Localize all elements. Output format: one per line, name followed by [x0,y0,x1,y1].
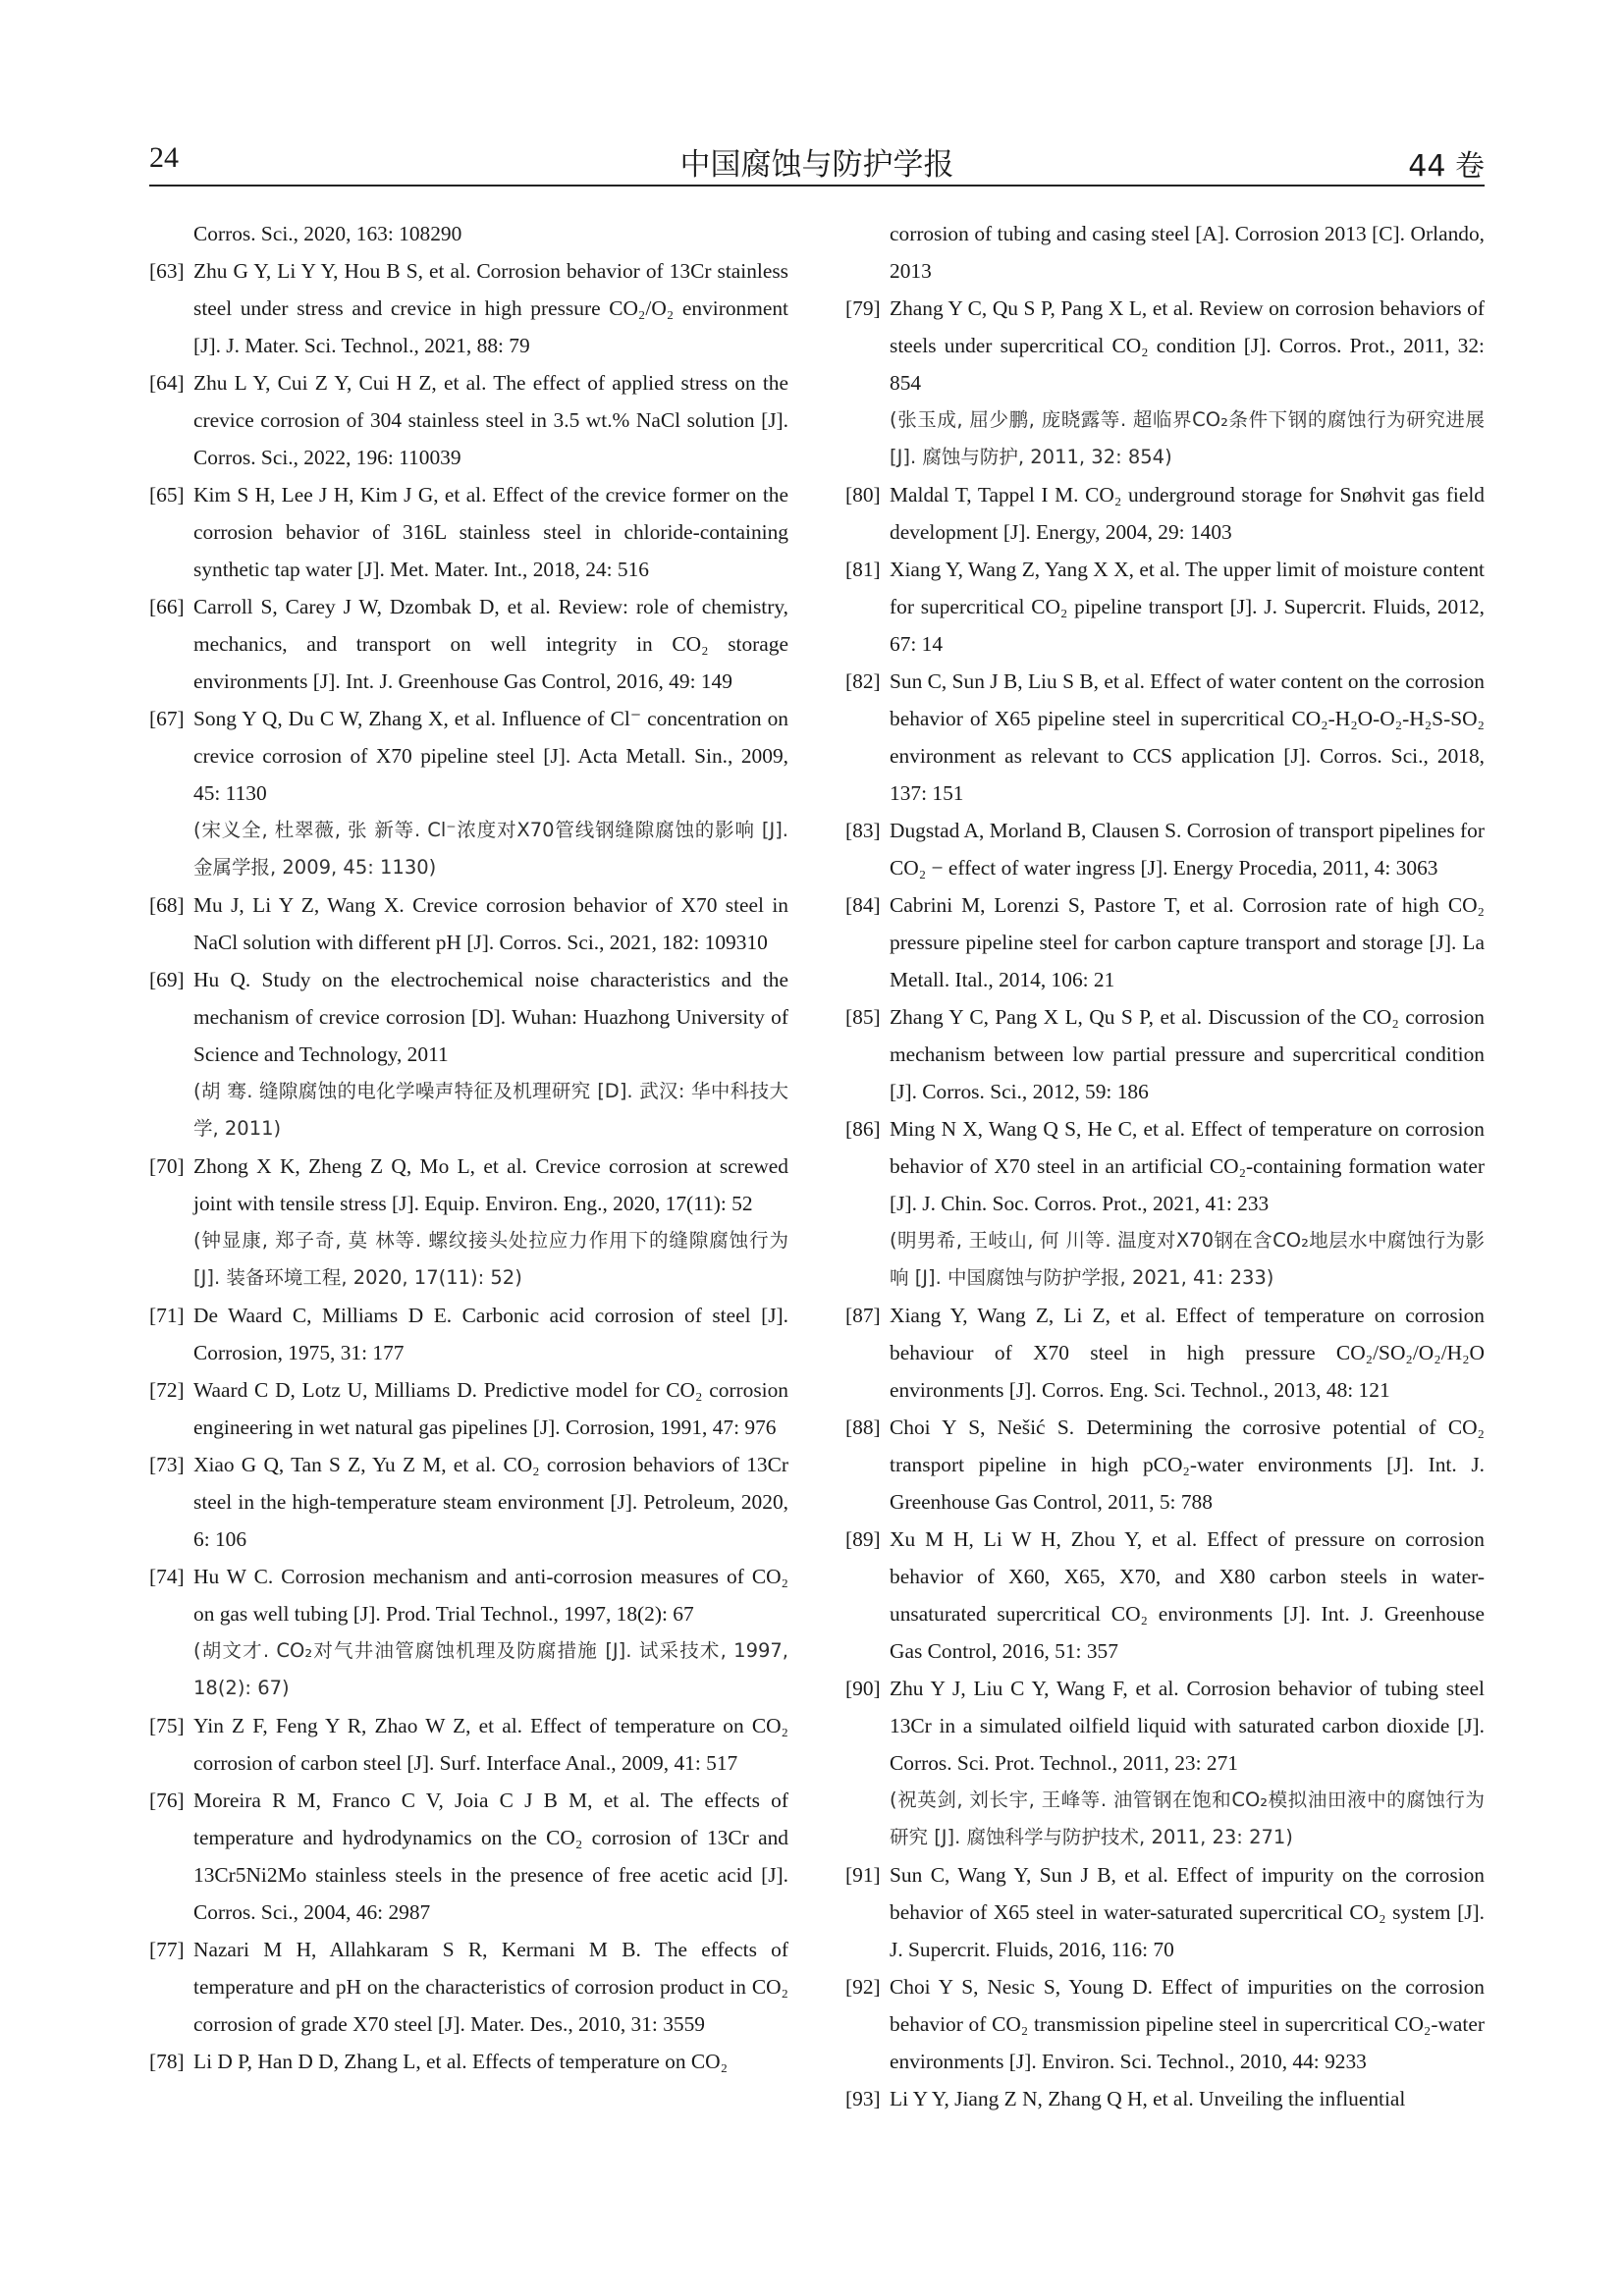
reference-number: [64] [149,371,185,395]
reference-number: [76] [149,1789,185,1812]
reference-number: [74] [149,1565,185,1588]
reference-entry [845,886,1485,998]
reference-text: Song Y Q, Du C W, Zhang X, et al. Influence of Cl⁻ concentration on crevice corrosion of X70 pipeline steel [J]. Acta Metall. Sin., 2009, 45: 1130 [193,707,788,805]
reference-text: Hu Q. Study on the electrochemical noise characteristics and the mechanism of crevice corrosion [D]. Wuhan: Huazhong University of Science and Technology, 2011 [193,968,788,1066]
reference-entry [845,998,1485,1110]
reference-text: Dugstad A, Morland B, Clausen S. Corrosion of transport pipelines for CO₂ − effect of water ingress [J]. Energy Procedia, 2011, 4: 3063 [890,819,1485,880]
journal-title: 中国腐蚀与防护学报 [679,147,954,183]
reference-number: [79] [845,296,881,320]
reference-number: [87] [845,1304,881,1327]
reference-text: Choi Y S, Nešić S. Determining the corrosive potential of CO₂ transport pipeline in high pCO₂-water environments [J]. Int. J. Greenhouse Gas Control, 2011, 5: 788 [890,1415,1485,1514]
reference-entry [149,1782,788,1931]
reference-entry [845,1110,1485,1297]
reference-chinese-translation: (钟显康, 郑子奇, 莫 林等. 螺纹接头处拉应力作用下的缝隙腐蚀行为 [J]. 装备环境工程, 2020, 17(11): 52) [193,1229,788,1289]
reference-text: Zhong X K, Zheng Z Q, Mo L, et al. Crevice corrosion at screwed joint with tensile stress [J]. Equip. Environ. Eng., 2020, 17(11): 52 [193,1154,788,1215]
reference-text: Mu J, Li Y Z, Wang X. Crevice corrosion behavior of X70 steel in NaCl solution with different pH [J]. Corros. Sci., 2021, 182: 109310 [193,893,788,954]
reference-number: [75] [149,1714,185,1737]
reference-number: [71] [149,1304,185,1327]
volume-label: 44 卷 [1408,149,1485,184]
reference-entry [149,476,788,588]
reference-entry [149,700,788,886]
reference-text: Waard C D, Lotz U, Milliams D. Predictive model for CO₂ corrosion engineering in wet natural gas pipelines [J]. Corrosion, 1991, 47: 976 [193,1378,788,1439]
left-reference-column [149,215,788,2080]
reference-entry [149,886,788,961]
reference-number: [73] [149,1453,185,1476]
reference-text: Yin Z F, Feng Y R, Zhao W Z, et al. Effect of temperature on CO₂ corrosion of carbon steel [J]. Surf. Interface Anal., 2009, 41: 517 [193,1714,788,1775]
reference-number: [65] [149,483,185,507]
reference-entry [149,1707,788,1782]
reference-entry [149,1148,788,1297]
reference-number: [85] [845,1005,881,1029]
reference-text: Zhu L Y, Cui Z Y, Cui H Z, et al. The effect of applied stress on the crevice corrosion of 304 stainless steel in 3.5 wt.% NaCl solution [J]. Corros. Sci., 2022, 196: 110039 [193,371,788,469]
reference-text: Xiang Y, Wang Z, Li Z, et al. Effect of temperature on corrosion behaviour of X70 steel in high pressure CO₂/SO₂/O₂/H₂O environments [J]. Corros. Eng. Sci. Technol., 2013, 48: 121 [890,1304,1485,1402]
reference-number: [86] [845,1117,881,1141]
reference-entry [845,1856,1485,1968]
reference-entry [845,663,1485,812]
reference-text: Xu M H, Li W H, Zhou Y, et al. Effect of pressure on corrosion behavior of X60, X65, X70, and X80 carbon steels in water-unsaturated supercritical CO₂ environments [J]. Int. J. Greenhouse Gas Control, 2016, 51: 357 [890,1527,1485,1663]
reference-entry [845,1521,1485,1670]
reference-chinese-translation: (张玉成, 屈少鹏, 庞晓露等. 超临界CO₂条件下钢的腐蚀行为研究进展 [J]. 腐蚀与防护, 2011, 32: 854) [890,408,1485,468]
reference-text: Zhang Y C, Pang X L, Qu S P, et al. Discussion of the CO₂ corrosion mechanism between low partial pressure and supercritical condition [J]. Corros. Sci., 2012, 59: 186 [890,1005,1485,1103]
reference-entry [149,961,788,1148]
reference-number: [68] [149,893,185,917]
reference-text: Kim S H, Lee J H, Kim J G, et al. Effect of the crevice former on the corrosion behavior of 316L stainless steel in chloride-containing synthetic tap water [J]. Met. Mater. Int., 2018, 24: 516 [193,483,788,581]
reference-chinese-translation: (胡文才. CO₂对气井油管腐蚀机理及防腐措施 [J]. 试采技术, 1997, 18(2): 67) [193,1639,788,1699]
reference-entry [149,364,788,476]
reference-continuation: Corros. Sci., 2020, 163: 108290 [193,222,462,245]
reference-text: Zhang Y C, Qu S P, Pang X L, et al. Review on corrosion behaviors of steels under supercritical CO₂ condition [J]. Corros. Prot., 2011, 32: 854 [890,296,1485,395]
reference-number: [89] [845,1527,881,1551]
reference-entry [845,1670,1485,1856]
reference-chinese-translation: (宋义全, 杜翠薇, 张 新等. Cl⁻浓度对X70管线钢缝隙腐蚀的影响 [J]. 金属学报, 2009, 45: 1130) [193,819,788,879]
reference-text: Li Y Y, Jiang Z N, Zhang Q H, et al. Unveiling the influential [890,2087,1406,2110]
reference-number: [78] [149,2050,185,2073]
reference-text: Zhu Y J, Liu C Y, Wang F, et al. Corrosion behavior of tubing steel 13Cr in a simulated oilfield liquid with saturated carbon dioxide [J]. Corros. Sci. Prot. Technol., 2011, 23: 271 [890,1677,1485,1775]
reference-entry [149,588,788,700]
reference-entry [845,2080,1485,2117]
reference-text: Maldal T, Tappel I M. CO₂ underground storage for Snøhvit gas field development [J]. Energy, 2004, 29: 1403 [890,483,1485,544]
reference-entry [149,252,788,364]
reference-number: [69] [149,968,185,991]
reference-chinese-translation: (明男希, 王岐山, 何 川等. 温度对X70钢在含CO₂地层水中腐蚀行为影响 [J]. 中国腐蚀与防护学报, 2021, 41: 233) [890,1229,1485,1289]
reference-entry [845,1409,1485,1521]
reference-entry [845,551,1485,663]
reference-text: Ming N X, Wang Q S, He C, et al. Effect of temperature on corrosion behavior of X70 steel in an artificial CO₂-containing formation water [J]. J. Chin. Soc. Corros. Prot., 2021, 41: 233 [890,1117,1485,1215]
reference-number: [93] [845,2087,881,2110]
reference-entry [149,1446,788,1558]
reference-number: [70] [149,1154,185,1178]
reference-text: Cabrini M, Lorenzi S, Pastore T, et al. Corrosion rate of high CO₂ pressure pipeline steel for carbon capture transport and storage [J]. La Metall. Ital., 2014, 106: 21 [890,893,1485,991]
reference-text: Xiao G Q, Tan S Z, Yu Z M, et al. CO₂ corrosion behaviors of 13Cr steel in the high-temperature steam environment [J]. Petroleum, 2020, 6: 106 [193,1453,788,1551]
reference-text: Nazari M H, Allahkaram S R, Kermani M B. The effects of temperature and pH on the characteristics of corrosion product in CO₂ corrosion of grade X70 steel [J]. Mater. Des., 2010, 31: 3559 [193,1938,788,2036]
reference-number: [77] [149,1938,185,1961]
right-reference-column [845,215,1485,2117]
reference-entry [845,1297,1485,1409]
reference-number: [66] [149,595,185,618]
reference-number: [63] [149,259,185,283]
reference-text: Li D P, Han D D, Zhang L, et al. Effects of temperature on CO₂ [193,2050,729,2073]
reference-text: Moreira R M, Franco C V, Joia C J B M, et al. The effects of temperature and hydrodynamics on the CO₂ corrosion of 13Cr and 13Cr5Ni2Mo stainless steels in the presence of free acetic acid [J]. Corros. Sci., 2004, 46: 2987 [193,1789,788,1924]
reference-text: Hu W C. Corrosion mechanism and anti-corrosion measures of CO₂ on gas well tubing [J]. Prod. Trial Technol., 1997, 18(2): 67 [193,1565,788,1626]
reference-number: [84] [845,893,881,917]
reference-text: Sun C, Wang Y, Sun J B, et al. Effect of impurity on the corrosion behavior of X65 steel in water-saturated supercritical CO₂ system [J]. J. Supercrit. Fluids, 2016, 116: 70 [890,1863,1485,1961]
page-number: 24 [149,141,179,174]
reference-number: [80] [845,483,881,507]
page-header [149,137,1485,187]
reference-entry [149,2043,788,2080]
reference-number: [72] [149,1378,185,1402]
reference-text: Xiang Y, Wang Z, Yang X X, et al. The upper limit of moisture content for supercritical CO₂ pipeline transport [J]. J. Supercrit. Fluids, 2012, 67: 14 [890,558,1485,656]
reference-entry [149,1371,788,1446]
reference-text: Zhu G Y, Li Y Y, Hou B S, et al. Corrosion behavior of 13Cr stainless steel under stress and crevice in high pressure CO₂/O₂ environment [J]. J. Mater. Sci. Technol., 2021, 88: 79 [193,259,788,357]
reference-continuation: corrosion of tubing and casing steel [A]. Corrosion 2013 [C]. Orlando, 2013 [890,222,1485,283]
reference-entry [845,476,1485,551]
reference-entry [845,812,1485,886]
reference-number: [90] [845,1677,881,1700]
reference-entry [149,1297,788,1371]
reference-entry [845,290,1485,476]
reference-entry [149,1931,788,2043]
reference-chinese-translation: (祝英剑, 刘长宇, 王峰等. 油管钢在饱和CO₂模拟油田液中的腐蚀行为研究 [J]. 腐蚀科学与防护技术, 2011, 23: 271) [890,1789,1485,1848]
reference-entry [149,1558,788,1707]
reference-number: [81] [845,558,881,581]
reference-number: [88] [845,1415,881,1439]
reference-entry [845,1968,1485,2080]
reference-number: [91] [845,1863,881,1887]
reference-number: [83] [845,819,881,842]
reference-text: Carroll S, Carey J W, Dzombak D, et al. Review: role of chemistry, mechanics, and transport on well integrity in CO₂ storage environments [J]. Int. J. Greenhouse Gas Control, 2016, 49: 149 [193,595,788,693]
reference-text: Choi Y S, Nesic S, Young D. Effect of impurities on the corrosion behavior of CO₂ transmission pipeline steel in supercritical CO₂-water environments [J]. Environ. Sci. Technol., 2010, 44: 9233 [890,1975,1485,2073]
reference-number: [67] [149,707,185,730]
reference-number: [92] [845,1975,881,1999]
reference-text: De Waard C, Milliams D E. Carbonic acid corrosion of steel [J]. Corrosion, 1975, 31: 177 [193,1304,788,1364]
reference-chinese-translation: (胡 骞. 缝隙腐蚀的电化学噪声特征及机理研究 [D]. 武汉: 华中科技大学, 2011) [193,1080,788,1140]
reference-number: [82] [845,669,881,693]
reference-text: Sun C, Sun J B, Liu S B, et al. Effect of water content on the corrosion behavior of X65 pipeline steel in supercritical CO₂-H₂O-O₂-H₂S-SO₂ environment as relevant to CCS application [J]. Corros. Sci., 2018, 137: 151 [890,669,1485,805]
